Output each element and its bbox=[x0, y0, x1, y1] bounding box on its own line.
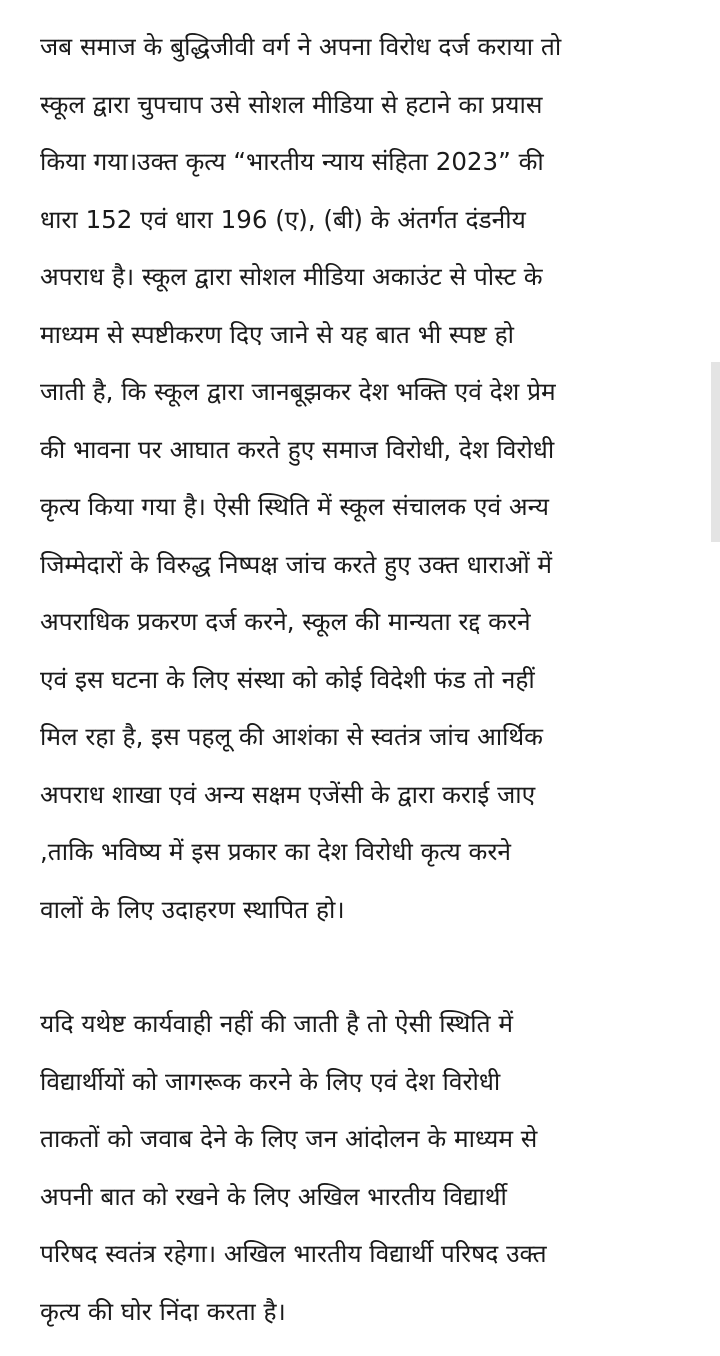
paragraph-1 bbox=[40, 18, 690, 938]
text-line: जिम्मेदारों के विरुद्ध निष्पक्ष जांच करते हुए उक्त धाराओं में bbox=[40, 549, 553, 579]
scrollbar-thumb[interactable] bbox=[711, 362, 720, 542]
text-line: अपराधिक प्रकरण दर्ज करने, स्कूल की मान्यता रद्द करने bbox=[40, 607, 531, 636]
text-line: किया गया।उक्त कृत्य “भारतीय न्याय संहिता 2023” की bbox=[40, 147, 544, 176]
text-line: एवं इस घटना के लिए संस्था को कोई विदेशी फंड तो नहीं bbox=[40, 664, 535, 694]
text-line: विद्यार्थीयों को जागरूक करने के लिए एवं देश विरोधी bbox=[40, 1066, 501, 1096]
text-line: स्कूल द्वारा चुपचाप उसे सोशल मीडिया से हटाने का प्रयास bbox=[40, 89, 543, 119]
text-line: की भावना पर आघात करते हुए समाज विरोधी, देश विरोधी bbox=[40, 434, 555, 464]
text-line: मिल रहा है, इस पहलू की आशंका से स्वतंत्र जांच आर्थिक bbox=[40, 722, 543, 751]
text-line: जब समाज के बुद्धिजीवी वर्ग ने अपना विरोध दर्ज कराया तो bbox=[40, 32, 562, 61]
paragraph-2 bbox=[40, 995, 690, 1340]
text-line: वालों के लिए उदाहरण स्थापित हो। bbox=[40, 894, 345, 924]
text-line: कृत्य की घोर निंदा करता है। bbox=[40, 1296, 286, 1326]
text-line: माध्यम से स्पष्टीकरण दिए जाने से यह बात भी स्पष्ट हो bbox=[40, 319, 514, 349]
text-line: अपराध है। स्कूल द्वारा सोशल मीडिया अकाउंट से पोस्ट के bbox=[40, 262, 543, 291]
text-line: अपराध शाखा एवं अन्य सक्षम एजेंसी के द्वारा कराई जाए bbox=[40, 779, 536, 809]
text-line: जाती है, कि स्कूल द्वारा जानबूझकर देश भक्ति एवं देश प्रेम bbox=[40, 377, 556, 406]
text-line: ताकतों को जवाब देने के लिए जन आंदोलन के माध्यम से bbox=[40, 1124, 538, 1153]
text-line: धारा 152 एवं धारा 196 (ए), (बी) के अंतर्गत दंडनीय bbox=[40, 204, 526, 234]
text-line: अपनी बात को रखने के लिए अखिल भारतीय विद्यार्थी bbox=[40, 1181, 507, 1211]
text-line: कृत्य किया गया है। ऐसी स्थिति में स्कूल संचालक एवं अन्य bbox=[40, 492, 550, 521]
text-line: परिषद स्वतंत्र रहेगा। अखिल भारतीय विद्यार्थी परिषद उक्त bbox=[40, 1239, 547, 1268]
text-line: ,ताकि भविष्य में इस प्रकार का देश विरोधी कृत्य करने bbox=[40, 837, 511, 866]
text-line: यदि यथेष्ट कार्यवाही नहीं की जाती है तो ऐसी स्थिति में bbox=[40, 1009, 514, 1038]
